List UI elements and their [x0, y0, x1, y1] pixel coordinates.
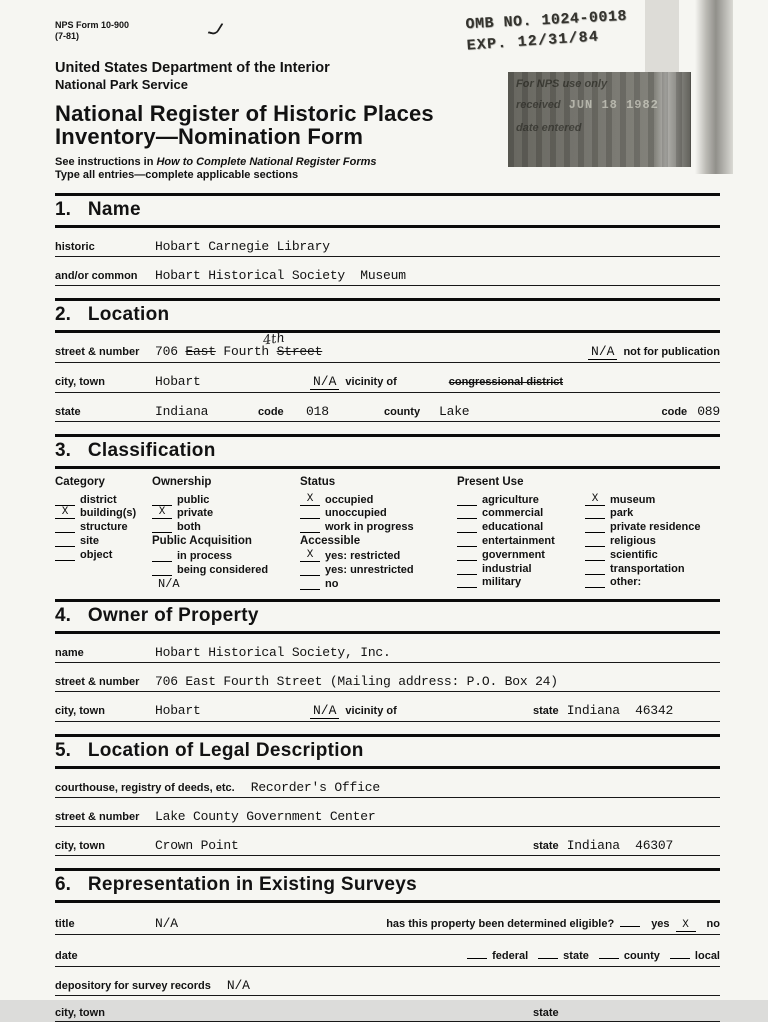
- struck-word-street: Street: [276, 343, 323, 359]
- legal-city-value: Crown Point: [155, 837, 239, 853]
- checkbox-both: both: [152, 519, 300, 533]
- omb-exp-line: EXP. 12/31/84: [466, 28, 600, 55]
- checkbox-eligible-yes: [620, 914, 640, 927]
- checkbox-line: [55, 534, 75, 547]
- instructions-manual-title: How to Complete National Register Forms: [156, 155, 377, 168]
- checkbox-object: object: [55, 547, 152, 561]
- street-number-label: street & number: [55, 810, 140, 823]
- checkbox-line: [55, 493, 75, 506]
- legal-street-value: Lake County Government Center: [155, 808, 376, 824]
- checkbox-private-residence: private residence: [585, 519, 720, 533]
- checkbox-being-considered: being considered: [152, 562, 300, 576]
- checkbox-public: public: [152, 492, 300, 506]
- checkbox-private: X private: [152, 506, 300, 520]
- omb-number-line: OMB NO. 1024-0018: [465, 7, 628, 34]
- checkbox-in-process: in process: [152, 548, 300, 562]
- vicinity-na: N/A: [310, 374, 339, 390]
- checkbox-district: district: [55, 492, 152, 506]
- state-label: state: [533, 839, 559, 852]
- survey-title-label: title: [55, 917, 75, 930]
- ownership-column: [152, 476, 300, 591]
- vicinity-na: N/A: [310, 703, 339, 719]
- eligible-question-label: has this property been determined eligible?: [386, 917, 615, 930]
- checkbox-yes-restricted: X yes: restricted: [300, 548, 457, 562]
- city-value: Hobart: [155, 373, 201, 389]
- checkbox-scientific: scientific: [585, 547, 720, 561]
- status-column: [300, 476, 457, 591]
- county-label: county: [384, 405, 421, 418]
- owner-street-value: 706 East Fourth Street (Mailing address: P.O. Box 24): [155, 673, 558, 689]
- state-label: state: [533, 1006, 559, 1019]
- owner-city-row: [55, 692, 720, 722]
- common-name-value: Hobart Historical Society Museum: [155, 267, 406, 283]
- checkbox-religious: religious: [585, 533, 720, 547]
- checkbox-agriculture: agriculture: [457, 492, 585, 506]
- present-use-header: Present Use: [457, 475, 524, 488]
- checkbox-work-in-progress: work in progress: [300, 519, 457, 533]
- section-title: Location of Legal Description: [87, 739, 364, 761]
- checkbox-line: [457, 534, 477, 547]
- checkbox-line: [300, 506, 320, 519]
- checkbox-line: [55, 548, 75, 561]
- checkbox-line: X: [300, 493, 320, 506]
- city-town-label: city, town: [55, 375, 105, 388]
- checkbox-line: [585, 562, 605, 575]
- form-number: NPS Form 10-900: [55, 20, 130, 30]
- survey-title-value: N/A: [155, 915, 178, 931]
- section-title: Representation in Existing Surveys: [87, 873, 417, 895]
- acquisition-na-note: N/A: [158, 576, 180, 591]
- checkbox-yes-unrestricted: yes: unrestricted: [300, 562, 457, 576]
- section-title: Location: [87, 303, 170, 325]
- section-1-name-heading: 1. Name: [55, 193, 720, 228]
- checkbox-structure: structure: [55, 519, 152, 533]
- checkbox-industrial: industrial: [457, 561, 585, 575]
- section-5-legal-heading: 5. Location of Legal Description: [55, 734, 720, 769]
- form-revision: (7-81): [55, 30, 80, 41]
- street-number-label: street & number: [55, 675, 140, 688]
- instructions-line1: See instructions in How to Complete National Register Forms: [55, 155, 377, 168]
- survey-title-row: title N/A has this property been determined eligible? yes X no: [55, 903, 720, 935]
- state-label: state: [533, 704, 559, 717]
- checkbox-line: [585, 534, 605, 547]
- scan-streak-artifact-light: [645, 0, 679, 78]
- survey-city-row: [55, 996, 720, 1022]
- city-town-row: [55, 363, 720, 393]
- city-town-label: city, town: [55, 1006, 105, 1019]
- checkbox-transportation: transportation: [585, 561, 720, 575]
- checkbox-line: [585, 520, 605, 533]
- depository-value: N/A: [226, 977, 250, 993]
- checkbox-line: [457, 493, 477, 506]
- checkbox-buildings: X building(s): [55, 506, 152, 520]
- depository-row: [55, 967, 720, 996]
- date-entered-label: date entered: [516, 122, 582, 134]
- checkbox-line: [152, 563, 172, 576]
- section-2-location-heading: 2. Location: [55, 298, 720, 333]
- section-3-classification-heading: 3. Classification: [55, 434, 720, 469]
- checkbox-line: [457, 548, 477, 561]
- checkbox-line: [457, 506, 477, 519]
- owner-state-value: Indiana 46342: [566, 702, 674, 718]
- owner-city-value: Hobart: [155, 702, 201, 718]
- checkbox-site: site: [55, 533, 152, 547]
- section-title: Name: [87, 198, 141, 220]
- checkbox-line: [152, 520, 172, 533]
- common-name-row: [55, 257, 720, 286]
- county-value: Lake: [439, 403, 470, 419]
- state-label: state: [55, 405, 81, 418]
- checkbox-museum: X museum: [585, 492, 720, 506]
- owner-street-row: [55, 663, 720, 692]
- street-number-label: street & number: [55, 345, 140, 358]
- received-date-stamp: JUN 18 1982: [568, 98, 659, 112]
- courthouse-value: Recorder's Office: [250, 779, 380, 795]
- present-use-column-b: [585, 476, 720, 591]
- checkbox-commercial: commercial: [457, 506, 585, 520]
- checkbox-park: park: [585, 506, 720, 520]
- checkbox-line: X: [585, 493, 605, 506]
- vicinity-label: vicinity of: [345, 704, 397, 717]
- owner-name-row: [55, 634, 720, 663]
- checkbox-line: [152, 549, 172, 562]
- not-for-publication-na: N/A: [588, 344, 617, 360]
- checkbox-line: [152, 493, 172, 506]
- vicinity-label: vicinity of: [345, 375, 397, 388]
- common-name-label: and/or common: [55, 269, 138, 282]
- section-6-surveys-heading: 6. Representation in Existing Surveys: [55, 868, 720, 903]
- checkbox-educational: educational: [457, 519, 585, 533]
- checkbox-occupied: X occupied: [300, 492, 457, 506]
- category-column: [55, 476, 152, 591]
- scan-streak-artifact: [695, 0, 733, 174]
- department-title: United States Department of the Interior: [55, 59, 330, 76]
- present-use-column-a: [457, 476, 585, 591]
- section-title: Owner of Property: [87, 604, 259, 626]
- classification-grid: [55, 469, 720, 599]
- street-number-row: [55, 330, 720, 363]
- state-code-value: 018: [306, 403, 329, 419]
- struck-word-east: East: [185, 343, 216, 359]
- checkbox-unoccupied: unoccupied: [300, 506, 457, 520]
- historic-name-value: Hobart Carnegie Library: [155, 238, 330, 254]
- street-address-value: 706 East Fourth Street: [155, 343, 323, 359]
- legal-state-value: Indiana 46307: [566, 837, 674, 853]
- checkbox-line: [457, 520, 477, 533]
- survey-date-row: date federal state county local: [55, 935, 720, 967]
- form-title-line1: National Register of Historic Places: [55, 100, 434, 126]
- checkbox-state: [538, 946, 558, 959]
- code-label: code: [258, 405, 284, 418]
- owner-name-label: name: [55, 646, 84, 659]
- checkbox-line: [585, 548, 605, 561]
- code-label: code: [661, 405, 688, 418]
- form-title-line2: Inventory—Nomination Form: [55, 123, 364, 149]
- agency-title: National Park Service: [55, 76, 188, 92]
- historic-label: historic: [55, 240, 95, 253]
- survey-date-label: date: [55, 949, 78, 962]
- nps-use-only-stamp-box: [508, 72, 691, 167]
- legal-street-row: [55, 798, 720, 827]
- courthouse-row: [55, 769, 720, 798]
- county-code-value: 089: [697, 403, 720, 419]
- depository-label: depository for survey records: [55, 979, 211, 992]
- section-title: Classification: [87, 439, 216, 461]
- nps-box-line1: For NPS use only: [516, 78, 608, 90]
- ownership-header: Ownership: [152, 475, 212, 488]
- checkbox-line: [585, 575, 605, 588]
- category-header: Category: [55, 475, 105, 488]
- congressional-district-struck: congressional district: [448, 375, 564, 388]
- checkbox-line: X: [152, 506, 172, 519]
- courthouse-label: courthouse, registry of deeds, etc.: [55, 781, 235, 794]
- state-value: Indiana: [155, 403, 209, 419]
- checkbox-county: [599, 946, 619, 959]
- instructions-line2: Type all entries—complete applicable sections: [55, 168, 299, 181]
- historic-name-row: [55, 228, 720, 257]
- checkbox-line: [300, 520, 320, 533]
- checkbox-line: X: [55, 506, 75, 519]
- received-label: received: [516, 99, 561, 111]
- section-4-owner-heading: 4. Owner of Property: [55, 599, 720, 634]
- city-town-label: city, town: [55, 704, 105, 717]
- checkbox-line: [300, 577, 320, 590]
- checkbox-eligible-no: X: [676, 919, 696, 932]
- omb-number-stamp: [465, 8, 628, 53]
- legal-city-row: [55, 827, 720, 856]
- accessible-header: Accessible: [300, 535, 361, 548]
- checkbox-line: [457, 562, 477, 575]
- checkbox-line: [585, 506, 605, 519]
- checkbox-line: [457, 575, 477, 588]
- checkbox-line: [55, 520, 75, 533]
- checkbox-entertainment: entertainment: [457, 533, 585, 547]
- handwritten-correction: 4th: [262, 330, 286, 349]
- checkbox-no: no: [300, 576, 457, 590]
- checkbox-other: other:: [585, 575, 720, 589]
- checkbox-local: [670, 946, 690, 959]
- checkbox-military: military: [457, 575, 585, 589]
- checkbox-government: government: [457, 547, 585, 561]
- not-for-publication-label: not for publication: [623, 345, 720, 358]
- status-header: Status: [300, 475, 336, 488]
- owner-name-value: Hobart Historical Society, Inc.: [155, 644, 391, 660]
- public-acquisition-header: Public Acquisition: [152, 535, 252, 548]
- checkbox-line: [300, 563, 320, 576]
- checkbox-line: X: [300, 549, 320, 562]
- city-town-label: city, town: [55, 839, 105, 852]
- state-county-row: [55, 393, 720, 422]
- present-use-spacer: [585, 476, 720, 490]
- checkbox-federal: [467, 946, 487, 959]
